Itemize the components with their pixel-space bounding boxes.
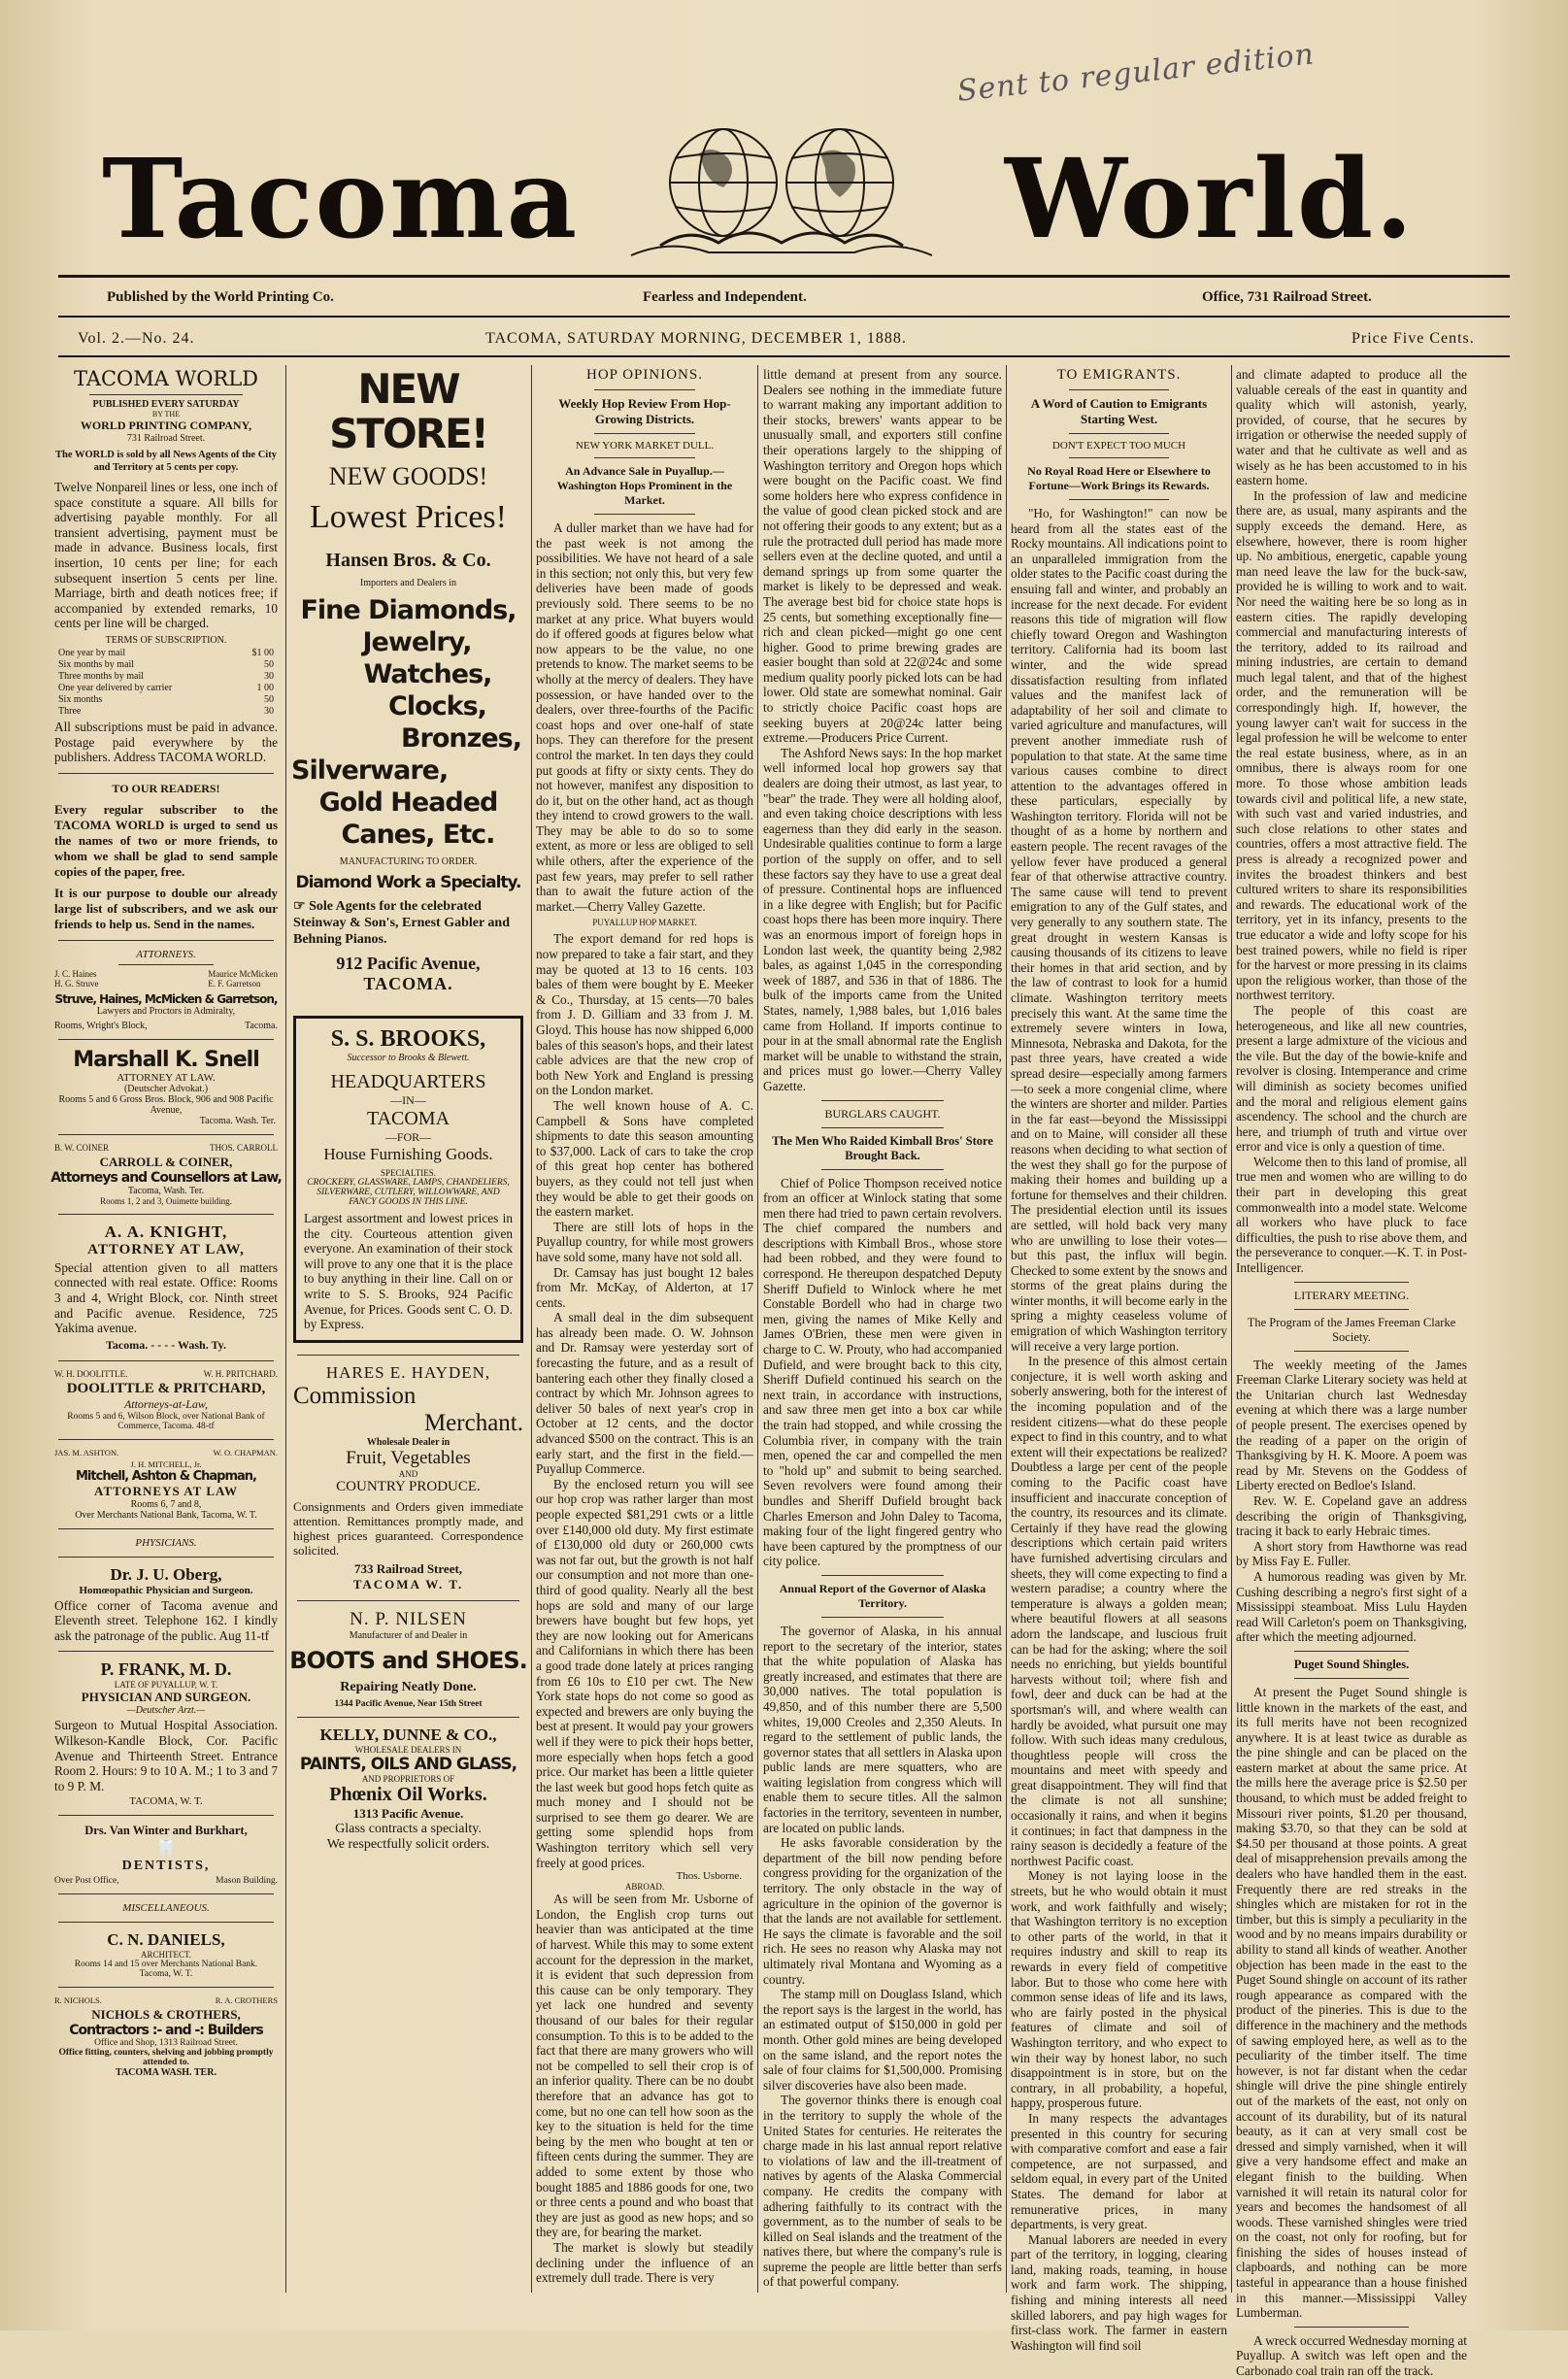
column-miscellany	[1236, 367, 1467, 2379]
mfg-order: MANUFACTURING TO ORDER.	[339, 856, 478, 867]
column-rule	[757, 365, 758, 2293]
brooks-ad	[293, 1016, 523, 1343]
hansen-item: Gold Headed	[318, 787, 498, 818]
carroll-city: Tacoma, Wash. Ter.	[127, 1185, 205, 1196]
readers-heading: TO OUR READERS!	[112, 781, 220, 795]
knight-title: ATTORNEY AT LAW,	[87, 1241, 245, 1257]
publication-line: WORLD PRINTING COMPANY,	[80, 419, 252, 432]
doolittle-address: Rooms 5 and 6, Wilson Block, over National Bank of Commerce, Tacoma. 48-tf	[67, 1411, 265, 1431]
nichols-title: Contractors :- and -: Builders	[69, 2023, 263, 2039]
advertising-rates: Twelve Nonpareil lines or less, one inch of space constitute a square. All bills for advertising payable monthly. For all transient advertising, payment must be made in advance. Business locals, first insertion, 10 cents per line; for each subsequent insertion 5 cents per line. Marriage, birth and death notices free; if accompanied by extended remarks, 10 cents per line will be charged.	[54, 480, 278, 631]
hayden-commission: Commission	[293, 1382, 417, 1409]
terms-price: 50	[264, 658, 274, 670]
mitchell-address: Over Merchants National Bank, Tacoma, W. T.	[75, 1509, 257, 1521]
mitchell-title: ATTORNEYS AT LAW	[94, 1483, 238, 1498]
misc-heading: MISCELLANEOUS.	[122, 1902, 210, 1915]
abroad-subhead: ABROAD.	[624, 1882, 665, 1893]
knight-city: Tacoma. - - - - Wash. Ty.	[106, 1337, 226, 1352]
terms-label: One year delivered by carrier	[58, 682, 173, 693]
hayden-and: AND	[398, 1468, 418, 1479]
hayden-fruit: Fruit, Vegetables	[346, 1447, 471, 1468]
literary-subhead: The Program of the James Freeman Clarke Society.	[1247, 1315, 1456, 1344]
hansen-item: Canes, Etc.	[341, 820, 495, 850]
knight-desc: Special attention given to all matters connected with real estate. Office: Rooms 3 and 4, Wright Block, cor. Ninth street and Pacific avenue. Residence, 725 Yakima avenue.	[54, 1259, 278, 1336]
readers-text-1: Every regular subscriber to the TACOMA WORLD is urged to send us the names of two or more friends, to whom we shall be glad to send sample copies of the paper, free.	[54, 801, 278, 879]
article-paragraph: In the presence of this almost certain conjecture, it is well worth asking and soberly answering, both for the interest of the incoming population and of the resident citizens—what do these people expect to find in this country, and to what extent will their expectations be realized? Doubtless a large per cent of the people coming to the Pacific coast have insufficient and inaccurate conception of the country, its resources and its climate. Certainly if they have read the glowing descriptions which certain paid writers have furnished advertising circulars and sheets, they will come expecting to find a western paradise; a country where the temperature is always a golden mean; where beautiful flowers at all seasons adorn the landscape, and luscious fruit can be had for the asking; where the soil needs no enriching, but yields bountiful harvests without toil; where fish and fowl, deer and duck can be had at the sportsman's will, and where wealth can hardly be avoided, what pursuit one may follow. With such ideas many credulous, thoughtless people will cross the mountains and meet with speedy and great disappointment. They will find that the climate is not all sunshine; occasionally it rains, and when it begins it continues; in fact that dampness in the rainy season is decidedly a feature of the northwest Pacific coast.	[1011, 1354, 1227, 1868]
nilsen-address: 1344 Pacific Avenue, Near 15th Street	[334, 1698, 483, 1709]
publisher-line: Published by the World Printing Co.	[107, 289, 334, 305]
emigrants-royal-road: No Royal Road Here or Elsewhere to Fortune—Work Brings its Rewards.	[1027, 464, 1211, 492]
emigrants-headline: TO EMIGRANTS.	[1056, 367, 1182, 383]
column-rule	[1231, 365, 1232, 2293]
motto-line: Fearless and Independent.	[643, 289, 807, 305]
mitchell-partner-center: J. H. MITCHELL, Jr.	[130, 1458, 202, 1469]
hayden-name: HARES E. HAYDEN,	[325, 1362, 491, 1382]
article-paragraph: The governor of Alaska, in his annual report to the secretary of the interior, states that the white population of Alaska has greatly increased, and estimates that there are 30,000 natives. The total population is 49,850, and of this number there are 5,500 whites, 19,000 Creoles and 2,350 Aleuts. In regard to the settlement of public lands, the governor states that all settlers in Alaska upon public lands are mere squatters, who are waiting legislation from congress which will enable them to secure titles. All the salmon factories in the territory, seventeen in number, are located on public lands.	[763, 1623, 1002, 1835]
doolittle-partner-left: W. H. DOOLITTLE.	[54, 1368, 128, 1379]
nichols-address: Office and Shop, 1313 Railroad Street.	[94, 2038, 238, 2049]
article-paragraph: The export demand for red hops is now prepared to take a fair start, and they may be quoted at 13 to 16 cents. 103 bales of them were bought by E. Meeker & Co., Thursday, at 15 cents—70 bales from J. D. Gilliam and 33 from J. M. Gloyd. This house has now shipped 6,000 bales of this season's hops, and their latest cable advices are that the new crop of both New York and England is pressing on the London market.	[536, 931, 753, 1098]
struve-address: Rooms, Wright's Block,	[54, 1020, 148, 1031]
mitchell-partner-left: JAS. M. ASHTON.	[54, 1447, 119, 1458]
article-paragraph: Welcome then to this land of promise, all true men and women who are willing to do their part in developing this great commonwealth into a model state. Welcome all workers who have pluck to face difficulties, the push to rise above them, and the perseverance to conquer.—K. T. in Post-Intelligencer.	[1236, 1154, 1467, 1276]
hayden-subtitle: Wholesale Dealer in	[366, 1436, 450, 1448]
article-paragraph: A small deal in the dim subsequent has already been made. O. W. Johnson and Dr. Ramsay were yesterday sort of forecasting the future, and as a result of bantering each other they finally closed a contract by which Mr. Johnson agrees to deliver 50 bales of next year's crop in October at 12 cents, and the doctor advanced $500 on the contract. This is an early start, and the first in the field.—Puyallup Commerce.	[536, 1310, 753, 1477]
masthead-right: World.	[1005, 136, 1416, 263]
article-paragraph: Dr. Camsay has just bought 12 bales from Mr. McKay, of Alderton, at 17 cents.	[536, 1264, 753, 1310]
terms-label: One year by mail	[58, 647, 126, 658]
nilsen-name: N. P. NILSEN	[350, 1608, 467, 1629]
column-emigrants	[1011, 367, 1227, 2353]
snell-language: (Deutscher Advokat.)	[123, 1083, 209, 1094]
vanwinter-name: Drs. Van Winter and Burkhart,	[84, 1824, 248, 1838]
nichols-partner-right: R. A. CROTHERS	[215, 1995, 278, 2006]
article-paragraph: A wreck occurred Wednesday morning at Puyallup. A switch was left open and the Carbonado coal train ran off the track.	[1236, 2332, 1467, 2379]
hansen-city: TACOMA.	[363, 974, 453, 993]
frank-language: —Deutscher Arzt.—	[126, 1705, 206, 1717]
hayden-merchant: Merchant.	[423, 1409, 523, 1436]
sold-notice: The WORLD is sold by all News Agents of the City and Territory at 5 cents per copy.	[55, 450, 277, 473]
terms-label: Six months	[58, 693, 103, 705]
struve-partners-right: Maurice McMicken E. F. Garretson	[208, 968, 278, 988]
article-paragraph: By the enclosed return you will see our hop crop was rather larger than most people expected $81,291 cwts or a little over £140,000 old duty. My first estimate of £130,000 old duty or 260,000 cwts was not far out, but the growth is not half our consumption and not more than one-third of good quality. Nearly all the best hops are sold and many of our large brewers have bought but few hops, yet they are now looking out for Americans and Californians in which there has been a good trade done lately at prices ranging from £6 10s to £10 per cwt. The New York state hops do not come so good as expected and brewers are only buying the best at present. It would pay your growers well if they were to pick their hops better, more especially when hops fetch a good price. Our market has been a little quieter the last week but good hops fetch quite as much money and I should not be surprised to see them go dearer. We are getting some splendid hops from Washington territory which sell very freely at good prices.	[536, 1476, 753, 1870]
nilsen-subtitle: Manufacturer of and Dealer in	[349, 1629, 468, 1641]
mitchell-firm: Mitchell, Ashton & Chapman,	[76, 1468, 256, 1484]
new-goods-heading: NEW GOODS!	[328, 462, 488, 490]
article-paragraph: The governor thinks there is enough coal in the territory to supply the whole of the United States for centuries. He reiterates the charge made in his last annual report relative to violations of law and the ill-treatment of natives by agents of the Alaska Commercial company. He credits the company with adhering faithfully to its contract with the government, as to the number of seals to be killed on Seal islands and the treatment of the natives there, but where the company's rule is supreme the people are little better than serfs of that powerful company.	[763, 2093, 1002, 2290]
article-paragraph: Chief of Police Thompson received notice from an officer at Winlock stating that some men there had tried to pawn certain revolvers. The chief compared the numbers and descriptions with Kimball Bros., whose store had been robbed, and they were found to correspond. He thereupon despatched Deputy Sheriff Dufield to Winlock where he met Constable Bordell who had in charge two men, giving the names of Mike Kelly and James O'Brien, these men were given in charge to C. W. Prouty, who had accompanied Dufield, and were brought back to this city, Sheriff Dufield continued his search on the next train, in accordance with instructions, and saw three men get into a box car while the train had stopped, and while crossing the Columbia river, in company with the train men, opened the car and compelled the men to "hold up" and submit to being searched. Seven revolvers were found among their bundles and Sheriff Dufield brought back Charles Emerson and John Daley to Tacoma, making four of the light fingered gentry who have been captured by the promptness of our city police.	[763, 1175, 1002, 1569]
hand-pointer-icon: ☞	[293, 899, 306, 914]
brooks-in: —IN—	[390, 1093, 426, 1107]
dateline: TACOMA, SATURDAY MORNING, DECEMBER 1, 1888.	[485, 330, 907, 347]
kelly-subtitle: WHOLESALE DEALERS IN	[354, 1744, 462, 1755]
piano-agents	[293, 898, 523, 948]
nilsen-goods: BOOTS and SHOES.	[289, 1646, 527, 1674]
terms-price: $1 00	[251, 647, 274, 658]
article-paragraph: The well known house of A. C. Campbell & Sons have completed shipments to date this season amounting to $37,000. Lack of cars to take the crop of this great hop center has bothered buyers, as they could not tell just when they would be able to get their goods on the eastern market.	[536, 1097, 753, 1220]
nichols-desc: Office fitting, counters, shelving and jobbing promptly attended to.	[58, 2048, 274, 2068]
nichols-partner-left: R. NICHOLS.	[54, 1995, 102, 2006]
column-advertisements	[289, 367, 527, 2295]
brooks-headquarters: HEADQUARTERS	[330, 1071, 486, 1092]
oberg-title: Homœopathic Physician and Surgeon.	[79, 1584, 253, 1596]
doolittle-partner-right: W. H. PRITCHARD.	[203, 1368, 278, 1379]
daniels-name: C. N. DANIELS,	[107, 1930, 225, 1950]
article-paragraph: A humorous reading was given by Mr. Cushing describing a negro's first sight of a Mississippi steamboat. Miss Lulu Hayden read Will Carleton's poem on Thanksgiving, after which the meeting adjourned.	[1236, 1568, 1467, 1645]
terms-price: 30	[264, 705, 274, 717]
article-paragraph: little demand at present from any source. Dealers see nothing in the immediate future to warrant making any important addition to their stocks, brewers' wants appear to be unusually small, and exporters still confine their operations largely to the shipping of Washington territory and Oregon hops which were bought on the Pacific coast. We find some holders here who express confidence in the value of good clean picked stock and are not offering their goods to any extent; but as a rule the protracted dull period has made more sellers even at the decline quoted, and until a demand springs up from some quarter the market is likely to be depressed and weak. The average best bid for choice state hops is 25 cents, but something exceptionally fine—rich and clean picked—might go one cent higher. Good to prime brewing grades are easier bought than sold at 22@24c and some medium quality poorly picked lots can be had lower. Old state are somewhat nominal. Gair to strictly choice Pacific coast hops are seeking buyers at 20@24c latter being extreme.—Producers Price Current.	[763, 367, 1002, 746]
snell-city: Tacoma. Wash. Ter.	[199, 1115, 276, 1126]
hayden-country: COUNTRY PRODUCE.	[336, 1478, 481, 1494]
frank-name: P. FRANK, M. D.	[100, 1659, 232, 1680]
readers-text-2: It is our purpose to double our already large list of subscribers, and we ask our friends to help us. Send in the names.	[54, 885, 278, 931]
kelly-address: 1313 Pacific Avenue.	[352, 1805, 464, 1821]
burglars-subhead: The Men Who Raided Kimball Bros' Store Brought Back.	[772, 1133, 993, 1162]
masthead-left: Tacoma	[102, 136, 580, 263]
column-rule	[531, 365, 532, 2293]
globes-emblem	[631, 115, 932, 260]
vanwinter-building: Mason Building.	[216, 1876, 278, 1887]
brooks-city: TACOMA	[366, 1108, 450, 1129]
handwritten-note: Sent to regular edition	[955, 37, 1317, 109]
column-directory	[50, 367, 282, 2295]
oberg-name: Dr. J. U. Oberg,	[110, 1564, 222, 1584]
hop-subhead: Weekly Hop Review From Hop-Growing Districts.	[558, 396, 731, 426]
terms-row	[58, 694, 274, 706]
publication-line: BY THE	[151, 410, 181, 419]
hansen-address: 912 Pacific Avenue,	[336, 954, 481, 973]
literary-headline: LITERARY MEETING.	[1293, 1288, 1410, 1302]
hayden-desc: Consignments and Orders given immediate attention. Remittances promptly made, and highest prices guaranteed. Correspondence solicited.	[293, 1498, 523, 1558]
terms-row	[58, 659, 274, 671]
brooks-successor: Successor to Brooks & Blewett.	[347, 1053, 470, 1063]
usborne-signature: Thos. Usborne.	[676, 1870, 742, 1883]
rule-middle	[58, 316, 1510, 318]
rule-bottom	[58, 355, 1510, 357]
hop-market-dull: NEW YORK MARKET DULL.	[575, 440, 715, 452]
puyallup-subhead: PUYALLUP HOP MARKET.	[592, 918, 697, 928]
column-rule	[1006, 365, 1007, 2293]
article-paragraph: The people of this coast are heterogeneous, and like all new countries, present a large admixture of the vicious and the vile. But the day of the bowie-knife and revolver is closing. Intemperance and crime will diminish as society becomes unified and the moral and religious element gains ascendency. The school and the church are here, and triumph of truth and virtue over error and vice is only a question of time.	[1236, 1002, 1467, 1155]
doolittle-firm: DOOLITTLE & PRITCHARD,	[66, 1380, 266, 1396]
brooks-specialties-heading: SPECIALTIES.	[381, 1168, 436, 1178]
mitchell-rooms: Rooms 6, 7 and 8,	[130, 1498, 202, 1510]
piano-agents-text: Sole Agents for the celebrated Steinway & Son's, Ernest Gabler and Behning Pianos.	[293, 899, 510, 947]
brooks-specialties: CROCKERY, GLASSWARE, LAMPS, CHANDELIERS, SILVERWARE, CUTLERY, WILLOWWARE, AND FANCY GOODS IN THIS LINE.	[307, 1178, 510, 1207]
nilsen-repair: Repairing Neatly Done.	[340, 1679, 477, 1694]
article-paragraph: The Ashford News says: In the hop market well informed local hop growers say that dealers are doing their utmost, as last year, to "bear" the trade. They were all holding aloof, and even taking choice descriptions with less eagerness than they did early in the season. Undesirable qualities continue to form a large portion of the supply on offer, and to sell these factors say they have to use a great deal of pressure. Continental hops are influenced in a like degree with English; but for Pacific coast hops there has been more inquiry. There was an enormous import of foreign hops in London last week, the quantity being 2,982 bales, as against 1,045 in the corresponding week of 1887, and 536 in that of 1886. The bulk of the imports came from the United States, namely, 1,988 bales, but 1,016 bales came from Holland. If imports continue to pour in at the small abnormal rate the English market will be unable to withstand the strain, and prices must go lower.—Cherry Valley Gazette.	[763, 745, 1002, 1093]
article-paragraph: "Ho, for Washington!" can now be heard from all the states east of the Rocky mountains. All indications point to an unparalleled immigration from the older states to the Pacific coast during the ensuing fall and winter, and probably an increase for the next decade. For evident reasons this tide of migration will flow chiefly toward Oregon and Washington territory. California had its boom last winter, and the wide spread dissatisfaction resulting from inflated values and the manifest lack of adaptability of her soil and climate to varied agriculture and manufactures, will prevent another immediate rush of population to that state. At the same time various causes combine to direct attention to the advantages offered in these particulars, especially by Washington territory. Florida will not be thought of as a home by northern and eastern people. The recent ravages of the yellow fever have produced a general fear of that otherwise attractive country. The same cause will tend to prevent emigration to any of the Gulf states, and very generally to any southern state. The great drought in western Kansas is causing thousands of its citizens to leave their homes in that arid section, and by the law of contrast to look for a humid climate. Washington territory meets precisely this want. At the same time the extremely severe winters in Iowa, Minnesota, Nebraska and Dakota, for the past three years, have created a wide spread desire—especially among farmers—to seek a more congenial clime, where the winters are shorter and milder. Parties in the far east—beyond the Mississippi and on to Maine, will consider all these reasons when deciding to what section of the west they shall go for the purpose of making their homes and building up a fortune for themselves and their children. The presidential election until its issues are settled, will hold back very many who are unwilling to lose their votes—but this past, the influx will begin. Checked to some extent by the snows and storms of the great plains during the winter months, it will become early in the spring a mighty ceaseless volume of emigration of which Washington territory will receive a very large portion.	[1011, 506, 1227, 1354]
frank-city: TACOMA, W. T.	[129, 1795, 203, 1808]
hansen-item: Clocks,	[388, 691, 486, 721]
article-paragraph: Rev. W. E. Copeland gave an address describing the origin of Thanksgiving, tracing it back to early Hebraic times.	[1236, 1492, 1467, 1539]
price: Price Five Cents.	[1351, 330, 1475, 347]
carroll-partner-right: THOS. CARROLL	[209, 1142, 278, 1153]
emigrants-caution: DON'T EXPECT TOO MUCH	[1051, 440, 1186, 452]
hansen-item: Fine Diamonds,	[300, 595, 517, 625]
article-paragraph: Manual laborers are needed in every part of the territory, in logging, clearing land, making roads, teaming, in house work and farm work. The shipping, fishing and mining interests all need skilled laborers, and pay high wages for first-class work. The farmer in eastern Washington will find soil	[1011, 2231, 1227, 2353]
article-paragraph: In many respects the advantages presented in this country for securing with comparative comfort and ease a fair competence, are not surpassed, and seldom equal, in every part of the United States. The demand for labor at remunerative prices, in many departments, is very great.	[1011, 2110, 1227, 2232]
article-paragraph: The weekly meeting of the James Freeman Clarke Literary society was held at the Unitarian church last Wednesday evening at which there was a large number of people present. The exercises opened by the reading of a paper on the origin of Thanksgiving by H. K. Moore. A poem was read by Mr. Stevens on the Goddess of Liberty erected on Bedloe's Island.	[1236, 1357, 1467, 1493]
hansen-item: Jewelry,	[362, 627, 472, 657]
mitchell-partner-right: W. O. CHAPMAN.	[213, 1447, 278, 1458]
article-paragraph: There are still lots of hops in the Puyallup country, for while most growers have sold some, many have not sold all.	[536, 1219, 753, 1264]
terms-label: Six months by mail	[58, 658, 135, 670]
terms-row	[58, 706, 274, 718]
hansen-item: Bronzes,	[400, 723, 521, 754]
terms-row	[58, 671, 274, 683]
shingles-headline: Puget Sound Shingles.	[1293, 1657, 1410, 1671]
struve-firm: Struve, Haines, McMicken & Garretson,	[54, 991, 278, 1006]
alaska-headline: Annual Report of the Governor of Alaska Territory.	[779, 1581, 986, 1610]
terms-row	[58, 683, 274, 694]
snell-title: ATTORNEY AT LAW.	[117, 1071, 216, 1084]
vanwinter-address: Over Post Office,	[54, 1876, 119, 1887]
brooks-desc: Largest assortment and lowest prices in the city. Courteous attention given everyone. An examination of their stock will prove to any one that it is the place to buy anything in their line. Call on or write to S. S. Brooks, 924 Pacific Avenue, for Prices. Goods sent C. O. D. by Express.	[304, 1211, 513, 1332]
article-paragraph: A short story from Hawthorne was read by Miss Fay E. Fuller.	[1236, 1538, 1467, 1569]
terms-note: All subscriptions must be paid in advance. Postage paid everywhere by the publishers. Address TACOMA WORLD.	[54, 719, 278, 765]
frank-late: LATE OF PUYALLUP, W. T.	[114, 1680, 218, 1691]
brooks-goods: House Furnishing Goods.	[323, 1145, 493, 1163]
article-paragraph: As will be seen from Mr. Usborne of London, the English crop turns out heavier than was anticipated at the time of harvest. While this may to some extent account for the depression in the market, it is evident that such depression from this cause can be only temporary. They yet lack one hundred and seventy thousand of our bales for their regular consumption. To this is to be added to the fact that there are many growers who will not be compelled to sell their crop is of an inferior quality. There can be no doubt therefore that an advance has got to come, but no one can tell how soon as the key to the situation is held for the time being by the men who bought at ten or fifteen cents during the summer. They are added to some extent by those who bought 1885 and 1886 goods for one, two or three cents a pound and who boast that they are just as good as new hops; and so they are, for bearing the market.	[536, 1892, 753, 2240]
attorneys-heading: ATTORNEYS.	[136, 948, 196, 960]
snell-name: Marshall K. Snell	[73, 1047, 259, 1072]
snell-address: Rooms 5 and 6 Gross Bros. Block, 906 and 908 Pacific Avenue,	[58, 1093, 274, 1116]
terms-list	[58, 648, 274, 718]
nichols-city: TACOMA WASH. TER.	[116, 2067, 217, 2079]
volume-number: Vol. 2.—No. 24.	[78, 330, 195, 347]
kelly-glass: Glass contracts a specialty.	[335, 1821, 482, 1836]
carroll-title: Attorneys and Counsellors at Law,	[50, 1169, 282, 1186]
terms-price: 30	[264, 670, 274, 682]
kelly-goods: PAINTS, OILS AND GLASS,	[299, 1754, 517, 1774]
hayden-city: TACOMA W. T.	[352, 1576, 464, 1592]
column-hop-opinions	[536, 367, 753, 2295]
article-paragraph: Money is not laying loose in the streets, but he who would obtain it must work, and work faithfully and wisely; that Washington territory is no exception to other parts of the world, in that it requires industry and skill to reap its rewards in every field of competitive labor. But to those who come here with common sense ideas of life and its laws, who are fairly posted in the physical features of climate and soil of Washington territory, and who expect to win their way by honest labor, no such disappointment is in store, but on the contrary, in all probability, a hopeful, happy, prosperous future.	[1011, 1868, 1227, 2111]
daniels-city: Tacoma, W. T.	[139, 1969, 193, 1980]
struve-desc: Lawyers and Proctors in Admiralty,	[96, 1005, 236, 1017]
hansen-name: Hansen Bros. & Co.	[325, 550, 491, 571]
doolittle-title: Attorneys-at-Law,	[123, 1396, 209, 1411]
terms-heading: TERMS OF SUBSCRIPTION.	[105, 634, 227, 646]
daniels-address: Rooms 14 and 15 over Merchants National Bank.	[74, 1960, 258, 1970]
kelly-and: AND PROPRIETORS OF	[361, 1773, 455, 1784]
brooks-name: S. S. BROOKS,	[330, 1026, 486, 1052]
brooks-for: —FOR—	[384, 1130, 432, 1144]
physicians-heading: PHYSICIANS.	[135, 1536, 197, 1549]
article-paragraph: The market is slowly but steadily declining under the influence of an extremely dull trade. There is very	[536, 2239, 753, 2286]
carroll-firm: CARROLL & COINER,	[99, 1154, 233, 1169]
lowest-prices-heading: Lowest Prices!	[309, 499, 507, 535]
office-line: Office, 731 Railroad Street.	[1202, 289, 1372, 305]
terms-row	[58, 648, 274, 659]
rule-top	[58, 275, 1510, 278]
kelly-name: KELLY, DUNNE & CO.,	[319, 1725, 497, 1744]
column-news	[763, 367, 1002, 2295]
column-rule	[285, 365, 286, 2293]
terms-price: 1 00	[256, 682, 274, 693]
publication-line: 731 Railroad Street.	[126, 433, 206, 444]
hansen-item: Watches,	[363, 659, 492, 689]
article-paragraph: The stamp mill on Douglass Island, which the report says is the largest in the world, has an estimated output of $150,000 in gold per month. Other gold mines are being developed on the same island, and the report notes the sale of four claims for $1,500,000. Promising silver discoveries have also been made.	[763, 1987, 1002, 2093]
terms-price: 50	[264, 693, 274, 705]
vanwinter-title: DENTISTS,	[121, 1859, 211, 1874]
hansen-items	[289, 594, 527, 851]
burglars-headline: BURGLARS CAUGHT.	[824, 1106, 941, 1121]
carroll-rooms: Rooms 1, 2 and 3, Ouimette building.	[100, 1195, 232, 1206]
knight-name: A. A. KNIGHT,	[104, 1222, 228, 1241]
nichols-firm: NICHOLS & CROTHERS,	[91, 2007, 241, 2023]
carroll-partner-left: B. W. COINER	[54, 1142, 110, 1153]
article-paragraph: He asks favorable consideration by the department of the bill now pending before congress providing for the organization of the territory. The only obstacle in the way of agriculture in the opinion of the governor is that the lands are not available for settlement. He says the climate is favorable and the soil rich. He sees no reason why Alaska may not ultimately rival Montana and Wyoming as a country.	[763, 1835, 1002, 1987]
oberg-desc: Office corner of Tacoma avenue and Eleventh street. Telephone 162. I kindly ask the patronage of the public. Aug 11-tf	[54, 1597, 278, 1643]
hop-advance-sale: An Advance Sale in Puyallup.—Washington Hops Prominent in the Market.	[556, 464, 733, 507]
hansen-item: Silverware,	[291, 755, 449, 786]
kelly-works: Phœnix Oil Works.	[329, 1783, 487, 1805]
daniels-title: ARCHITECT.	[140, 1950, 192, 1960]
kelly-solicit: We respectfully solicit orders.	[326, 1836, 490, 1852]
struve-partners-left: J. C. Haines H. G. Struve	[54, 968, 99, 988]
article-paragraph: At present the Puget Sound shingle is little known in the markets of the east, and its full merits have not been recognized anywhere. It is at least twice as durable as the pine shingle and can be placed on the eastern market at about the same price. At the mills here the average price is $2.50 per thousand, to which must be added freight to Missouri river points, $1.20 per thousand, making $3.70, so that they can be sold at $4.50 per thousand at those points. A great deal of misapprehension prevails among the dealers who have handled them in the east. Frequently there are red streaks in the shingles which are mistaken for rot in the timber, but this is simply a peculiarity in the wood and by no means impairs durability or ability to stand all kinds of weather. Another objection has been made in the east to the Puget Sound shingle on account of its rather rough appearance as compared with the product of the pineries. This is due to the difference in the machinery and the methods of sawing employed here, as well as to the peculiarity of the timber itself. The time however, is not far distant when the cedar shingle will drive the pine shingle entirely out of the markets of the east, not only on account of its durability, but of its natural beauty, as it can at very small cost be dressed and simply varnished, when it will give a very handsome effect and make an elegant finish to the building. When varnished it will retain its natural color for years and becomes the handsomest of all woods. These varnished shingles were tried on the coast, not only for roofing, but for finishing the sides of houses instead of clapboards, and nothing can be more tasteful in appearance than a house finished in this manner.—Mississippi Valley Lumberman.	[1236, 1684, 1467, 2321]
struve-city: Tacoma.	[244, 1020, 278, 1031]
frank-title: PHYSICIAN AND SURGEON.	[81, 1690, 251, 1705]
emigrants-subhead: A Word of Caution to Emigrants Starting West.	[1030, 396, 1208, 426]
terms-label: Three	[58, 705, 82, 717]
publication-line: PUBLISHED EVERY SATURDAY	[92, 399, 240, 410]
hop-headline: HOP OPINIONS.	[586, 367, 703, 383]
hayden-address: 733 Railroad Street,	[353, 1560, 463, 1576]
article-paragraph: A duller market than we have had for the past week is not among the possibilities. We have not heard of a sale in this section; not only this, but very few deliveries have been made of goods previously sold. There seems to be no market at any price. What buyers would do if offered goods at figures below what now appears to be the value, no one pretends to know. The market seems to be wholly at the mercy of dealers. They have possession, or have handed over to the dealers, over three-fourths of the Pacific coast hops and over one-half of state hops. They can therefore for the present control the market. In ten days they could put goods at fifty or sixty cents. They do not however, manifest any disposition to do it, but on the other hand, act as though they intend to crowd growers to the wall. They may be able to do so to some extent, as more or less are obliged to sell while others, after the experience of the past few years, may prefer to sell rather than to await the future action of the market.—Cherry Valley Gazette.	[536, 520, 753, 914]
new-store-heading: NEW STORE!	[329, 365, 487, 457]
diamond-work: Diamond Work a Specialty.	[295, 873, 521, 892]
frank-desc: Surgeon to Mutual Hospital Association. Wilkeson-Kandle Block, Cor. Pacific Avenue and Thirteenth Street. Entrance Room 2. Hours: 9 to 10 A. M.; 1 to 3 and 7 to 9 P. M.	[54, 1718, 278, 1793]
article-paragraph: In the profession of law and medicine there are, as usual, many aspirants and the supply exceeds the demand. Here, as elsewhere, however, there is room higher up. No ambitious, energetic, capable young man need leave the law for the buck-saw, provided he is willing to work and to wait. Nor need the waiting here be so long as in eastern cities. The rapidly developing commercial and manufacturing interests of the territory, added to its railroad and mining industries, are certain to demand much legal talent, and that of the highest order, and the remuneration will be correspondingly high. If, however, the young lawyer can't wait for success in the legal profession he will be welcome to enter the real estate business, where, as in an omnibus, there is always room for one more. To those whose ambition leads towards civil and political life, a new state, with such vast and varied industries, and such close relations to other states and countries, offers a most attractive field. The press is already a recognized power and invites the broadest thinkers and best cultured writers to share its responsibilities and rewards. The educational work of the territory, yet in its infancy, presents to the true educator a wide and lofty scope for his best trained powers, while no field is riper for the harvest or more pressing in its claims upon the religious worker, than those of the northwest territory.	[1236, 487, 1467, 1003]
tooth-icon: 🦷	[154, 1838, 178, 1859]
terms-label: Three months by mail	[58, 670, 145, 682]
hansen-subtitle: Importers and Dealers in	[359, 578, 457, 588]
sidebar-title: TACOMA WORLD	[73, 367, 259, 390]
article-paragraph: and climate adapted to produce all the valuable cereals of the east in quantity and quality which will astonish, yearly, provided, of course, that he secures by irrigation or otherwise the needed supply of water and that he cultivate as well and as wisely as he has been accustomed to in his eastern home.	[1236, 367, 1467, 488]
